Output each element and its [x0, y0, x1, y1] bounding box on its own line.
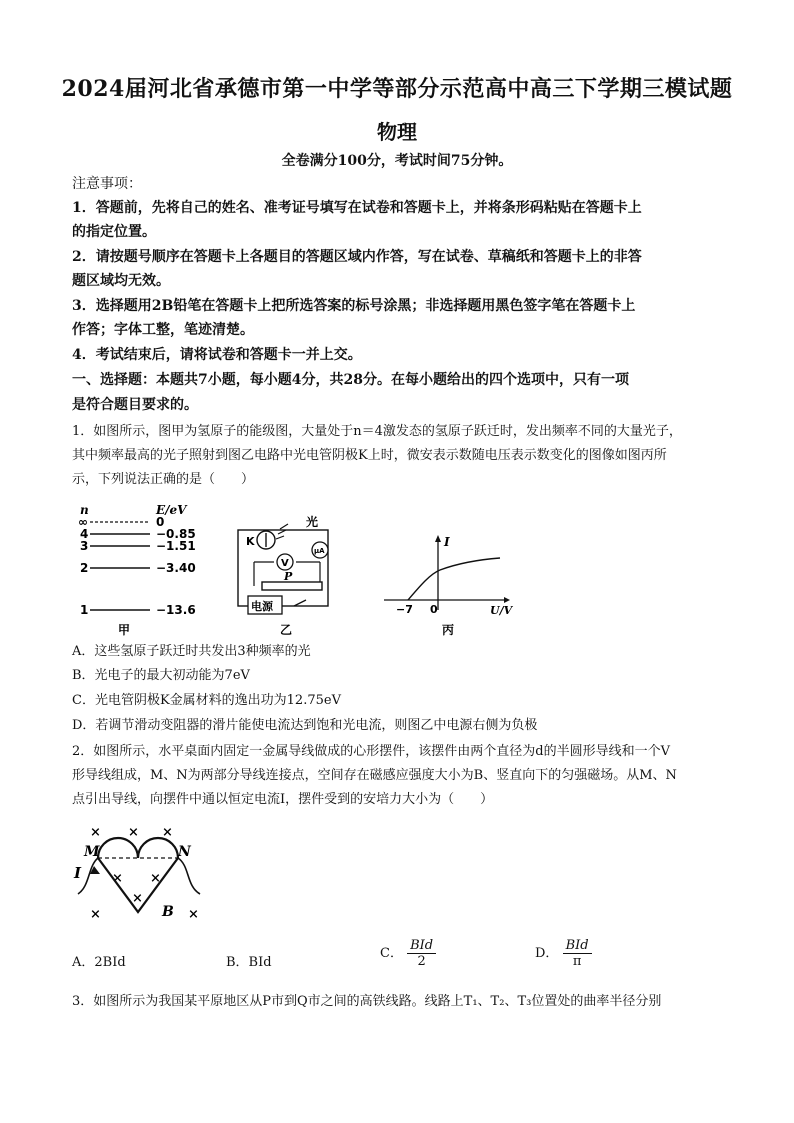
n-label: n — [80, 503, 89, 517]
rheostat-icon — [262, 582, 322, 590]
q1-stem: 其中频率最高的光子照射到图乙电路中光电管阴极K上时，微安表示数随电压表示数变化的图像如图丙所 — [72, 448, 667, 463]
cathode-label: K — [246, 535, 255, 548]
note-line: 4．考试结束后，请将试卷和答题卡一并上交。 — [72, 347, 362, 363]
fraction-denominator: π — [572, 954, 582, 969]
level-n: 4 — [80, 527, 89, 541]
light-arrow-icon — [276, 536, 284, 539]
note-line: 作答；字体工整，笔迹清楚。 — [72, 322, 254, 338]
level-e: −13.6 — [156, 603, 196, 617]
semicircle-wire — [98, 838, 178, 858]
q3-stem: 3．如图所示为我国某平原地区从P市到Q市之间的高铁线路。线路上T₁、T₂、T₃位置处的曲率半径分别 — [72, 994, 662, 1009]
q2-stem: 2．如图所示，水平桌面内固定一金属导线做成的心形摆件，该摆件由两个直径为d的半圆形导线和一个V — [72, 744, 670, 759]
figure-caption: 乙 — [280, 623, 293, 637]
q1-option-a: A．这些氢原子跃迁时共发出3种频率的光 — [72, 644, 311, 659]
light-arrow-icon — [280, 524, 288, 529]
field-cross-icon: × — [112, 871, 123, 886]
field-b-label: B — [162, 904, 174, 920]
level-n: ∞ — [78, 515, 88, 529]
iu-graph — [378, 534, 518, 640]
switch-icon — [294, 600, 306, 606]
fraction-numerator: BId — [563, 938, 592, 954]
level-n: 3 — [80, 539, 89, 553]
fraction — [563, 938, 592, 969]
e-label: E/eV — [156, 503, 187, 517]
point-n-label: N — [178, 844, 191, 860]
source-label: 电源 — [251, 600, 273, 613]
voltmeter-label: V — [281, 558, 289, 569]
current-label: I — [74, 864, 82, 882]
q1-option-d: D．若调节滑动变阻器的滑片能使电流达到饱和光电流，则图乙中电源右侧为负极 — [72, 718, 538, 733]
fraction — [407, 938, 436, 969]
note-line: 的指定位置。 — [72, 224, 156, 240]
fraction-numerator: BId — [407, 938, 436, 954]
q2-option-a: A．2BId — [72, 955, 126, 970]
field-cross-icon: × — [162, 825, 173, 840]
q1-option-c: C．光电管阴极K金属材料的逸出功为12.75eV — [72, 693, 341, 708]
q1-stem: 示，下列说法正确的是（ ） — [72, 472, 255, 487]
field-cross-icon: × — [128, 825, 139, 840]
ammeter-label: μA — [314, 547, 325, 555]
note-line: 题区域均无效。 — [72, 273, 170, 289]
figure-caption: 甲 — [118, 623, 131, 637]
exam-meta: 全卷满分100分，考试时间75分钟。 — [281, 153, 513, 169]
option-letter: D． — [535, 946, 559, 961]
level-n: 2 — [80, 561, 89, 575]
x-axis-label: U/V — [490, 604, 513, 617]
level-e: −0.85 — [156, 527, 196, 541]
exam-title: 2024届河北省承德市第一中学等部分示范高中高三下学期三模试题 — [61, 76, 733, 102]
q1-option-b: B．光电子的最大初动能为7eV — [72, 668, 250, 683]
energy-level-diagram — [76, 500, 206, 640]
option-letter: C． — [380, 946, 403, 961]
iu-curve — [408, 558, 500, 600]
field-cross-icon: × — [188, 907, 199, 922]
q2-option-b: B．BId — [226, 955, 272, 970]
photoelectric-circuit — [232, 510, 342, 640]
note-line: 1．答题前，先将自己的姓名、准考证号填写在试卷和答题卡上，并将条形码粘贴在答题卡上 — [72, 200, 642, 216]
q2-stem: 形导线组成，M、N为两部分导线连接点，空间存在磁感应强度大小为B、竖直向下的匀强磁场。从M、N — [72, 768, 677, 783]
q2-stem: 点引出导线，向摆件中通以恒定电流I，摆件受到的安培力大小为（ ） — [72, 792, 494, 807]
level-e: −1.51 — [156, 539, 196, 553]
field-cross-icon: × — [150, 871, 161, 886]
section-heading: 一、选择题：本题共7小题，每小题4分，共28分。在每小题给出的四个选项中，只有一项 — [72, 372, 629, 388]
field-cross-icon: × — [90, 907, 101, 922]
origin-label: 0 — [430, 603, 438, 616]
q2-option-d — [535, 938, 592, 969]
x-tick: −7 — [396, 603, 413, 616]
field-cross-icon: × — [132, 891, 143, 906]
light-label: 光 — [306, 515, 319, 529]
heart-wire-figure — [72, 822, 212, 924]
y-axis-label: I — [444, 535, 450, 549]
notes-heading: 注意事项： — [72, 176, 142, 192]
note-line: 3．选择题用2B铅笔在答题卡上把所选答案的标号涂黑；非选择题用黑色签字笔在答题卡上 — [72, 298, 636, 314]
q1-stem: 1．如图所示，图甲为氢原子的能级图，大量处于n＝4激发态的氢原子跃迁时，发出频率不同的大量光子， — [72, 424, 682, 439]
figure-caption: 丙 — [442, 623, 455, 637]
field-cross-icon: × — [90, 825, 101, 840]
level-n: 1 — [80, 603, 89, 617]
section-heading: 是符合题目要求的。 — [72, 397, 198, 413]
q2-option-c — [380, 938, 436, 969]
level-e: −3.40 — [156, 561, 196, 575]
level-e: 0 — [156, 515, 165, 529]
point-m-label: M — [84, 844, 100, 860]
slider-label: P — [284, 570, 293, 583]
note-line: 2．请按题号顺序在答题卡上各题目的答题区域内作答，写在试卷、草稿纸和答题卡上的非答 — [72, 249, 642, 265]
lead-wire — [178, 858, 200, 894]
fraction-denominator: 2 — [417, 954, 426, 969]
subject-title: 物理 — [377, 120, 417, 144]
